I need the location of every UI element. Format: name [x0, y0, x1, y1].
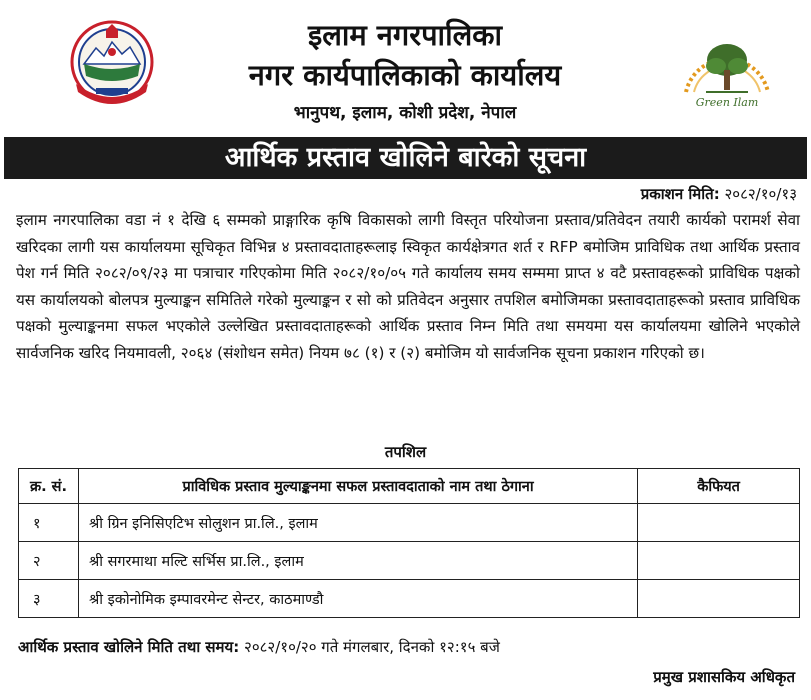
- header-serial-number: क्र. सं.: [19, 469, 79, 504]
- row-serial-number: ३: [19, 580, 79, 618]
- org-name: इलाम नगरपालिका: [307, 18, 503, 52]
- office-address: भानुपथ, इलाम, कोशी प्रदेश, नेपाल: [293, 103, 517, 123]
- opening-date-time: [18, 637, 798, 657]
- publication-date-value: २०८२/१०/१३: [724, 185, 797, 203]
- table-row: [19, 542, 800, 580]
- header-remarks: कैफियत: [638, 469, 800, 504]
- green-ilam-logo-text: Green Ilam: [695, 96, 759, 109]
- publication-date: [641, 184, 797, 204]
- row-proponent-name: श्री सगरमाथा मल्टि सर्भिस प्रा.लि., इलाम: [78, 542, 637, 580]
- nepal-government-emblem-icon: [66, 14, 158, 114]
- table-row: [19, 504, 800, 542]
- signatory-title: प्रमुख प्रशासकिय अधिकृत: [653, 668, 795, 686]
- table-row: [19, 580, 800, 618]
- office-name: नगर कार्यपालिकाको कार्यालय: [248, 58, 562, 92]
- row-proponent-name: श्री ग्रिन इनिसिएटिभ सोलुशन प्रा.लि., इलाम: [78, 504, 637, 542]
- publication-date-label: प्रकाशन मिति:: [640, 185, 720, 203]
- table-header-row: [19, 469, 800, 504]
- row-remarks: [638, 504, 800, 542]
- notice-body: इलाम नगरपालिका वडा नं १ देखि ६ सम्मको प्राङ्गारिक कृषि विकासको लागी विस्तृत परियोजना प्रस्ताव/प्रतिवेदन तयारी कार्यको परामर्श सेवा खरिदका लागी यस कार्यालयमा सूचिकृत विभिन्न ४ प्रस्तावदाताहरूलाइ स्विकृत कार्यक्षेत्रगत शर्त र RFP बमोजिम प्राविधिक तथा आर्थिक प्रस्ताव पेश गर्न मिति २०८२/०९/२३ मा पत्राचार गरिएकोमा मिति २०८२/१०/०५ गते कार्यालय समय सम्ममा प्राप्त ४ वटै प्रस्तावहरूको प्राविधिक पक्षको यस कार्यालयको बोलपत्र मुल्याङ्कन समितिले गरेको मुल्याङ्कन र सो को प्रतिवेदन अनुसार तपशिल बमोजिमका प्रस्तावदाताहरूको प्रस्ताव प्राविधिक पक्षको मुल्याङ्कनमा सफल भएकोले उल्लेखित प्रस्तावदाताहरूको आर्थिक प्रस्ताव निम्न मिति तथा समयमा यस कार्यालयमा खोलिने भएकोले सार्वजनिक खरिद नियमावली, २०६४ (संशोधन समेत) नियम ७८ (१) र (२) बमोजिम यो सार्वजनिक सूचना प्रकाशन गरिएको छ।: [16, 211, 800, 362]
- row-serial-number: २: [19, 542, 79, 580]
- row-remarks: [638, 542, 800, 580]
- green-ilam-logo: [676, 22, 778, 112]
- green-ilam-tree-icon: [676, 22, 778, 98]
- row-serial-number: १: [19, 504, 79, 542]
- opening-value: २०८२/१०/२० गते मंगलबार, दिनको १२:१५ बजे: [244, 638, 500, 656]
- details-heading: तपशिल: [384, 443, 427, 461]
- letterhead: [0, 0, 811, 140]
- row-remarks: [638, 580, 800, 618]
- header-proponent-name: प्राविधिक प्रस्ताव मुल्याङ्कनमा सफल प्रस्तावदाताको नाम तथा ठेगाना: [78, 469, 637, 504]
- opening-label: आर्थिक प्रस्ताव खोलिने मिति तथा समय:: [18, 638, 240, 656]
- notice-title: आर्थिक प्रस्ताव खोलिने बारेको सूचना: [4, 137, 807, 179]
- row-proponent-name: श्री इकोनोमिक इम्पावरमेन्ट सेन्टर, काठमाण्डौ: [78, 580, 637, 618]
- shortlisted-proponents-table: [18, 468, 800, 618]
